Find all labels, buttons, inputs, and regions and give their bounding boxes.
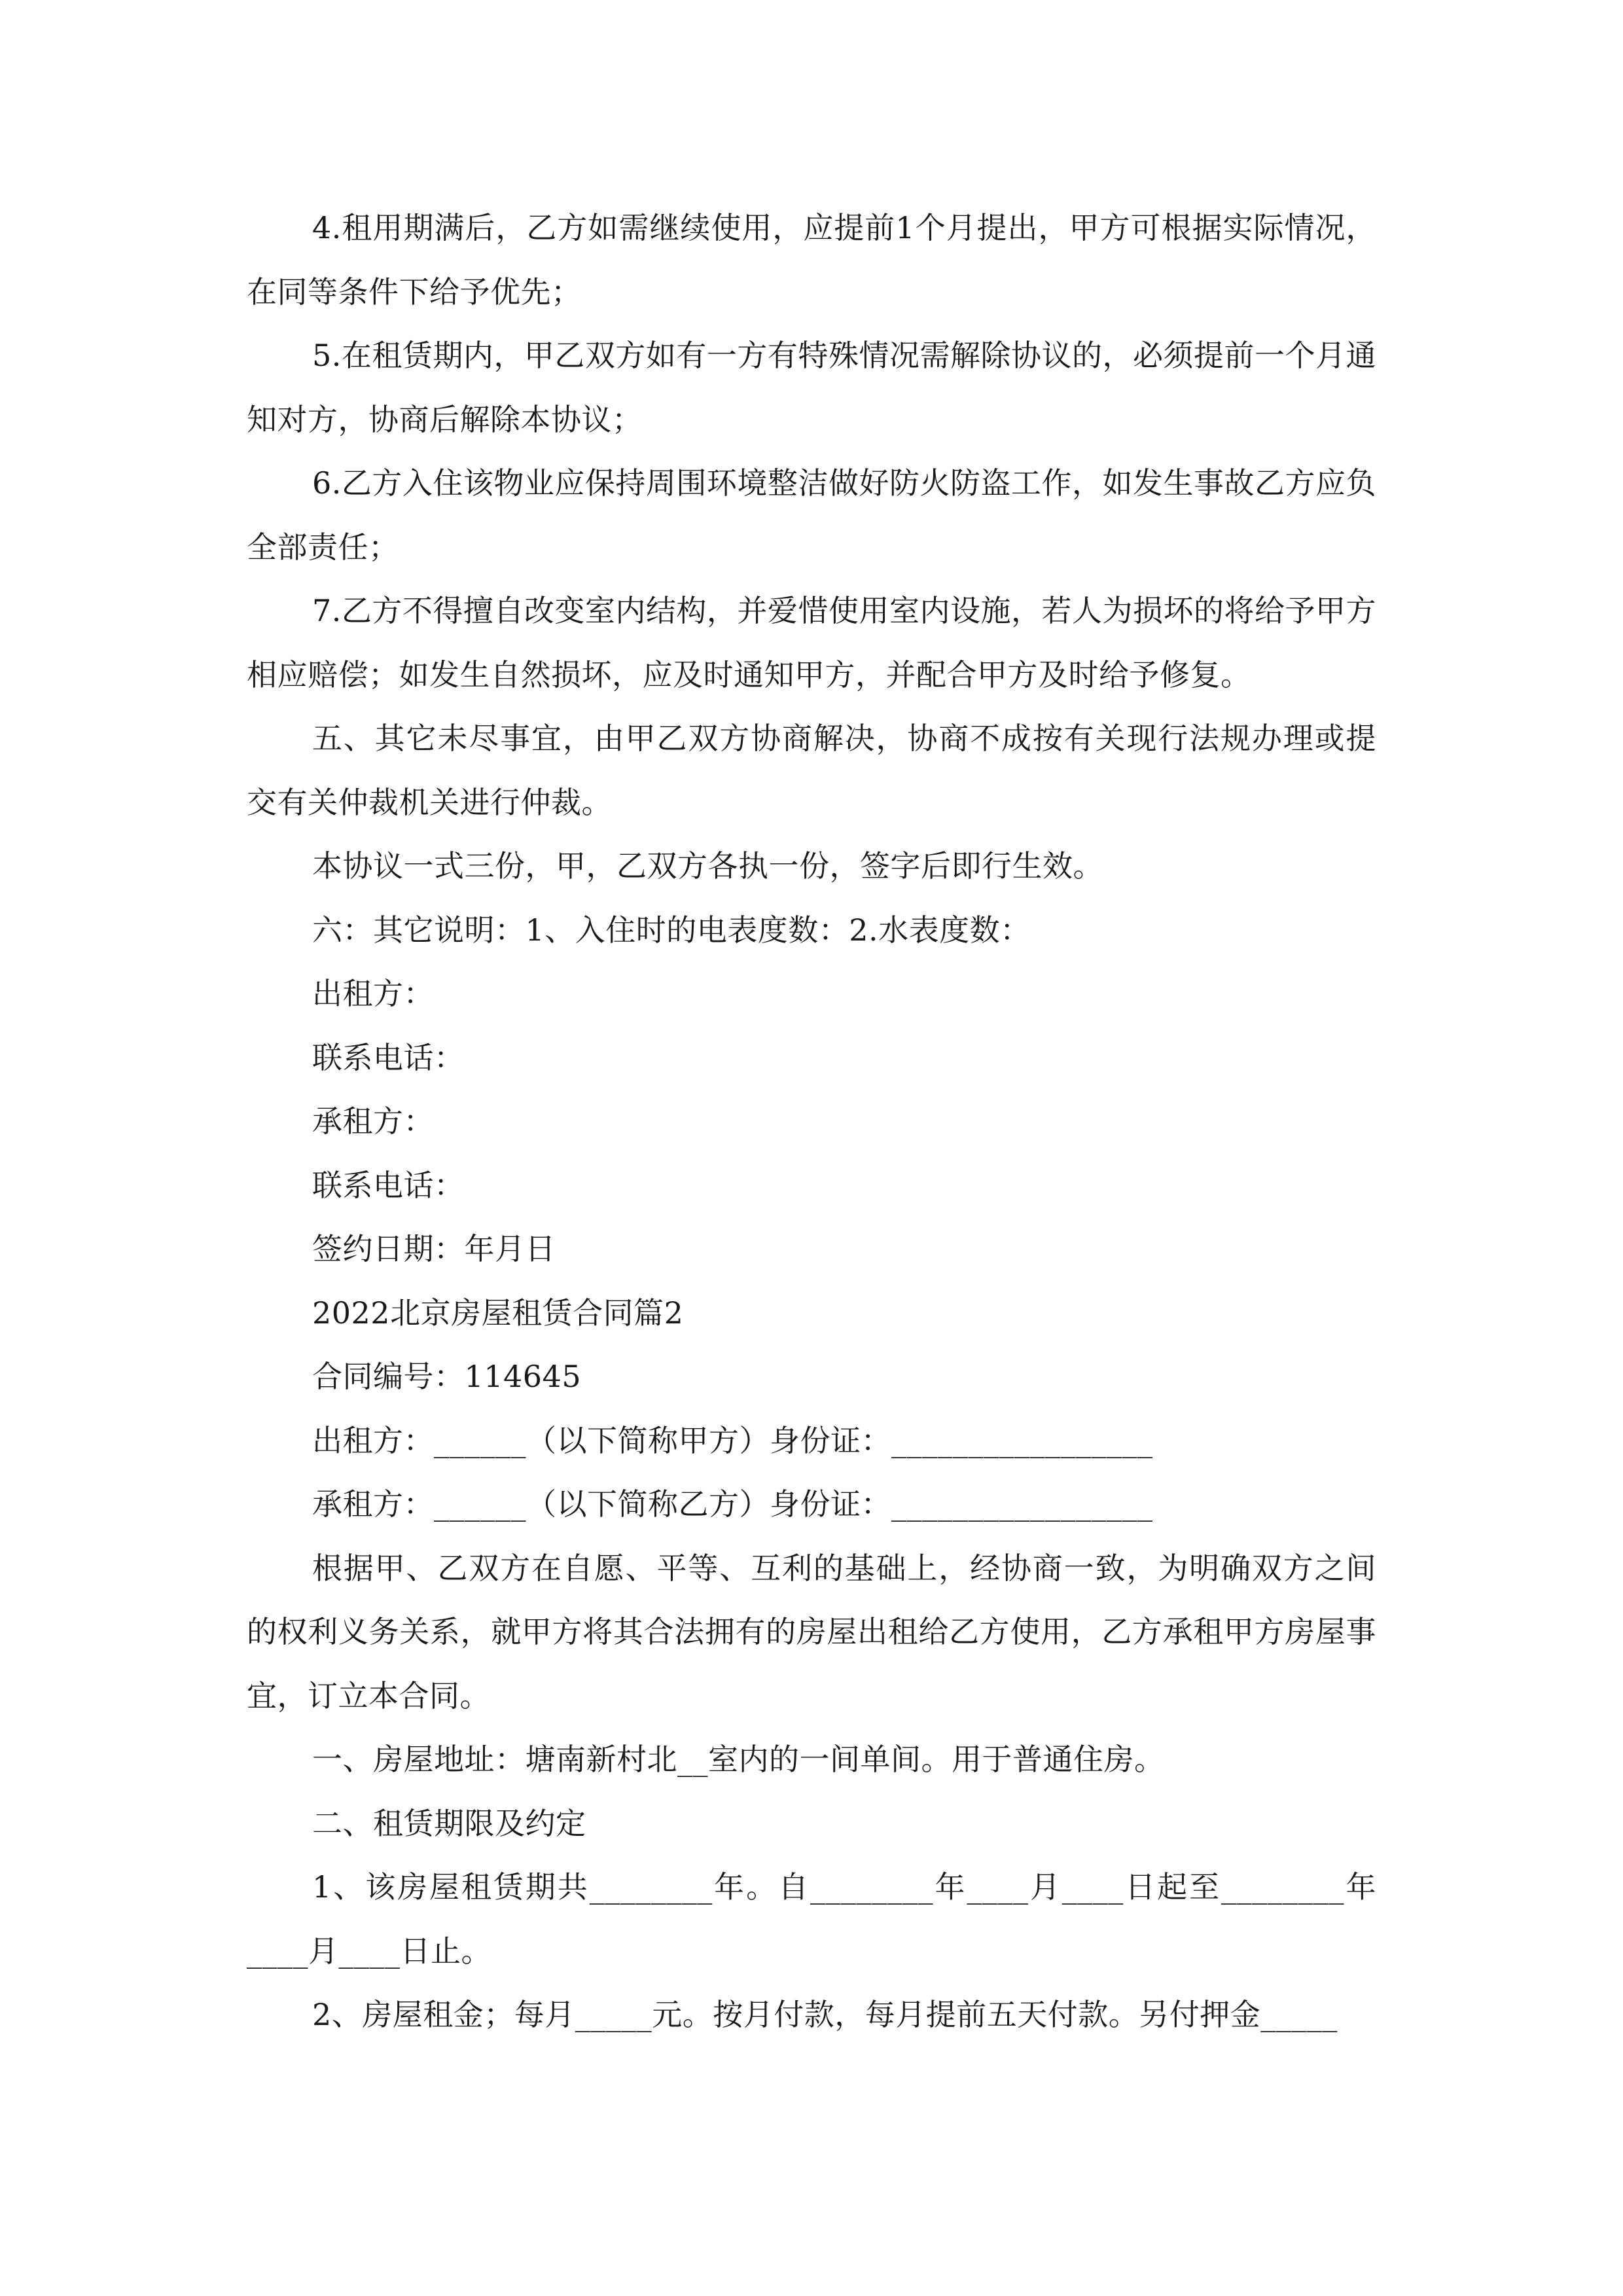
section-5-other-matters: 五、其它未尽事宜，由甲乙双方协商解决，协商不成按有关现行法规办理或提交有关仲裁机关进行仲裁。 [247,721,1376,820]
term-clause-1: 1、该房屋租赁期共________年。自________年____月____日起至________年____月____日止。 [247,1869,1376,1969]
lessee-label: 承租方： [312,1103,434,1139]
clause-5-termination: 5.在租赁期内，甲乙双方如有一方有特殊情况需解除协议的，必须提前一个月通知对方，协商后解除本协议； [247,338,1376,437]
lessor-label: 出租方： [312,976,434,1011]
lessee-phone-label: 联系电话： [312,1167,465,1203]
contract-preamble: 根据甲、乙双方在自愿、平等、互利的基础上，经协商一致，为明确双方之间的权利义务关系，就甲方将其合法拥有的房屋出租给乙方使用，乙方承租甲方房屋事宜，订立本合同。 [247,1550,1376,1713]
contract-heading: 2022北京房屋租赁合同篇2 [312,1295,684,1331]
lessor-id-line: 出租方：______（以下简称甲方）身份证：_________________ [312,1422,1153,1458]
clause-6-safety: 6.乙方入住该物业应保持周围环境整洁做好防火防盗工作，如发生事故乙方应负全部责任； [247,465,1376,565]
document-page [247,196,1376,2047]
section-2-term-heading: 二、租赁期限及约定 [312,1805,586,1841]
clause-4-renewal: 4.租用期满后，乙方如需继续使用，应提前1个月提出，甲方可根据实际情况，在同等条件下给予优先； [247,210,1376,310]
section-6-other-notes: 六：其它说明：1、入住时的电表度数：2.水表度数： [312,912,1031,948]
signing-date-label: 签约日期：年月日 [312,1231,556,1266]
lessee-id-line: 承租方：______（以下简称乙方）身份证：_________________ [312,1486,1153,1522]
lessor-phone-label: 联系电话： [312,1039,465,1075]
copies-statement: 本协议一式三份，甲，乙双方各执一份，签字后即行生效。 [312,848,1103,884]
contract-number: 合同编号：114645 [312,1359,582,1394]
term-clause-2-rent: 2、房屋租金；每月_____元。按月付款，每月提前五天付款。另付押金_____ [312,1997,1338,2032]
clause-7-structure: 7.乙方不得擅自改变室内结构，并爱惜使用室内设施，若人为损坏的将给予甲方相应赔偿；如发生自然损坏，应及时通知甲方，并配合甲方及时给予修复。 [247,593,1376,692]
section-1-address: 一、房屋地址：塘南新村北__室内的一间单间。用于普通住房。 [312,1742,1165,1777]
